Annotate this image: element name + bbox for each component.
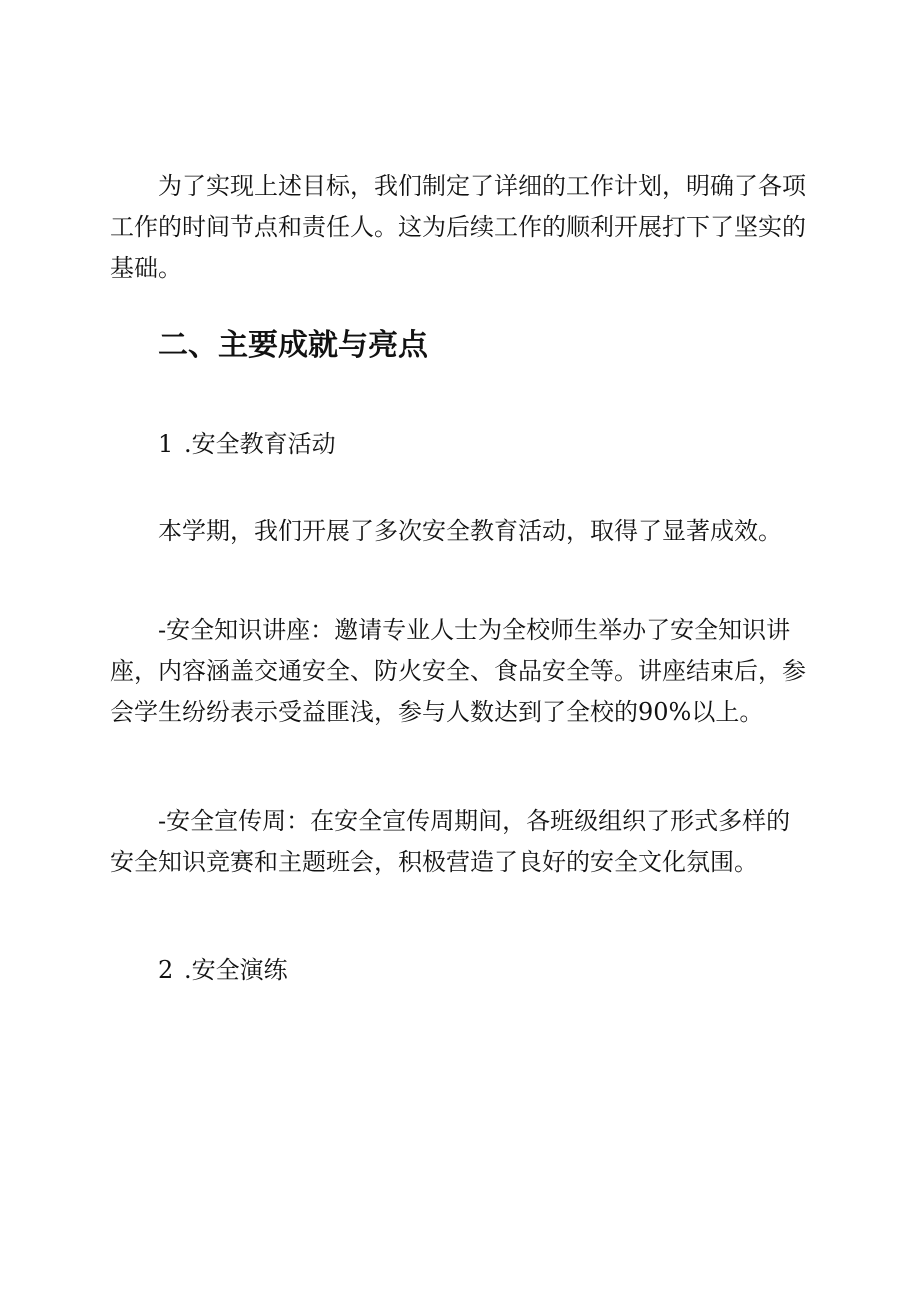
intro-paragraph: 为了实现上述目标，我们制定了详细的工作计划，明确了各项工作的时间节点和责任人。这为后续工作的顺利开展打下了坚实的基础。 — [110, 172, 806, 282]
section-heading: 二、主要成就与亮点 — [158, 328, 428, 363]
subsection-heading-2 — [158, 950, 288, 991]
paragraph-activities-summary: 本学期，我们开展了多次安全教育活动，取得了显著成效。 — [158, 517, 782, 545]
subsection-title-1: .安全教育活动 — [184, 430, 336, 458]
subsection-heading-1 — [158, 424, 336, 465]
subsection-number-2: 2 — [158, 956, 174, 984]
paragraph-safety-week: -安全宣传周：在安全宣传周期间，各班级组织了形式多样的安全知识竞赛和主题班会，积极营造了良好的安全文化氛围。 — [110, 807, 791, 876]
subsection-title-2: .安全演练 — [184, 956, 288, 984]
subsection-number-1: 1 — [158, 430, 174, 458]
paragraph-safety-lecture: -安全知识讲座：邀请专业人士为全校师生举办了安全知识讲座，内容涵盖交通安全、防火安全、食品安全等。讲座结束后，参会学生纷纷表示受益匪浅，参与人数达到了全校的90%以上。 — [110, 616, 806, 726]
